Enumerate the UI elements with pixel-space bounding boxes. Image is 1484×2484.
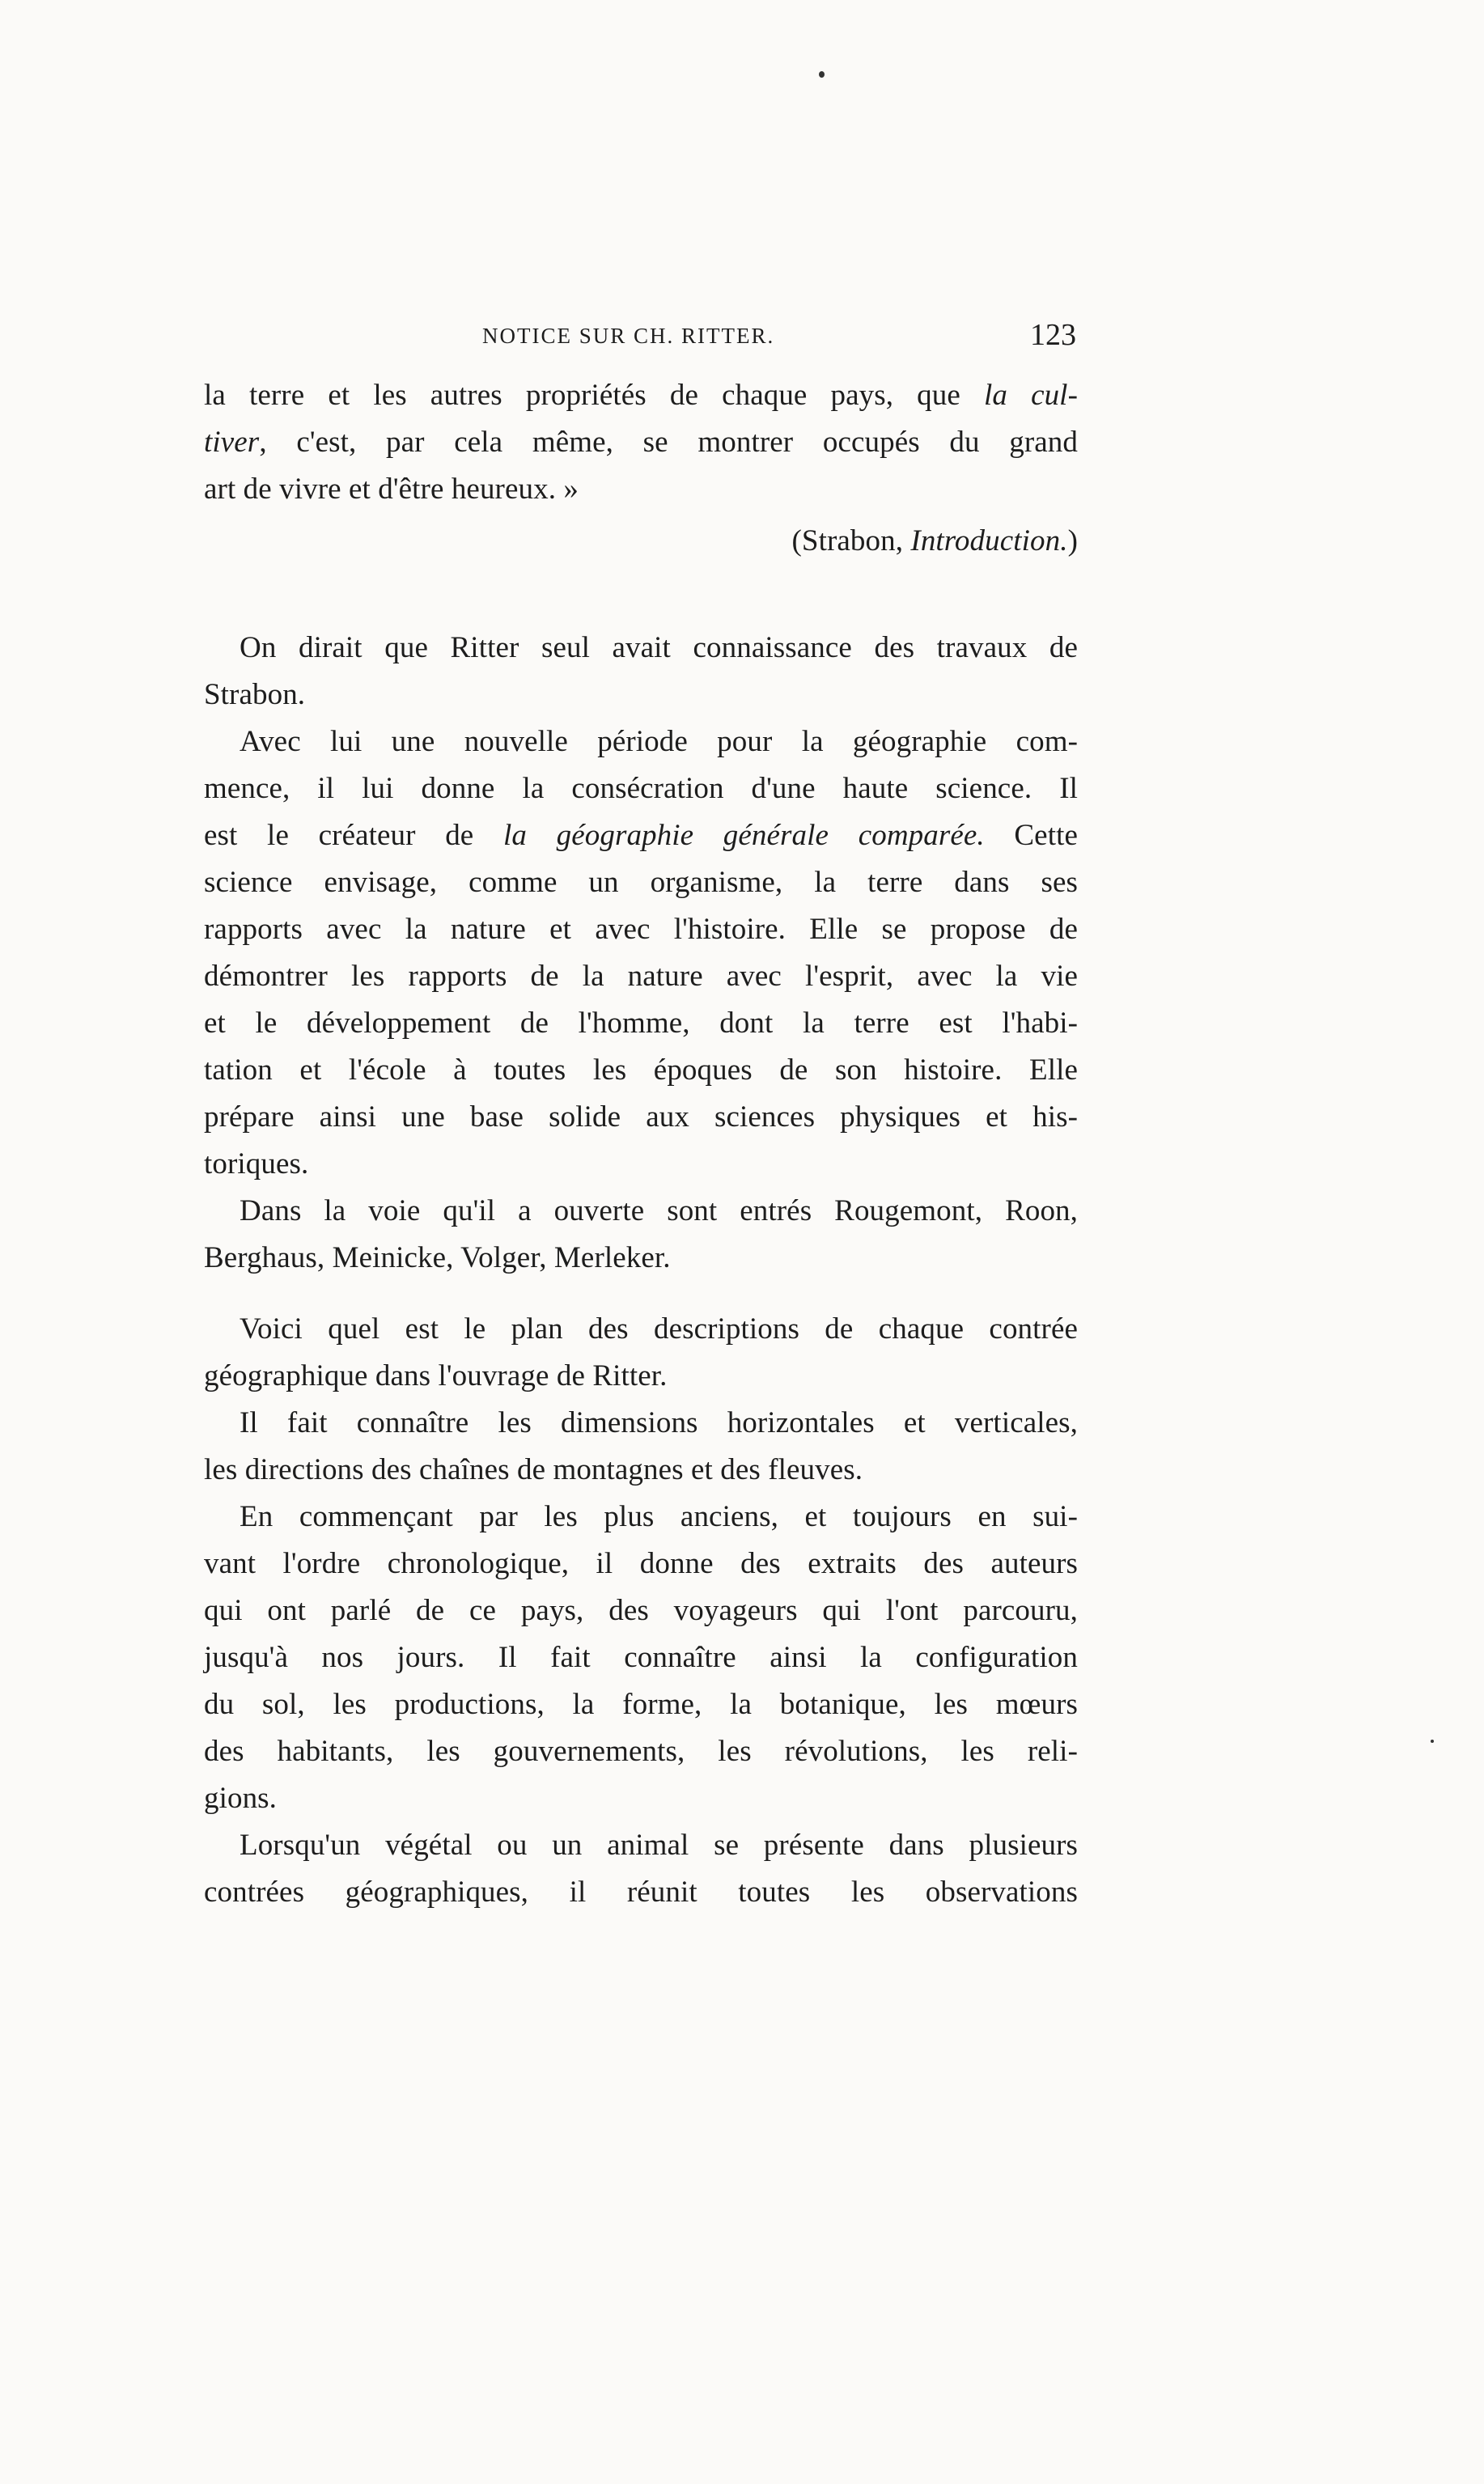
text-line: Avec lui une nouvelle période pour la géographie com- bbox=[240, 725, 1078, 758]
ink-speck bbox=[819, 71, 825, 78]
text-line: géographique dans l'ouvrage de Ritter. bbox=[204, 1359, 668, 1392]
text-line: la terre et les autres propriétés de chaque pays, que la cul- bbox=[204, 379, 1078, 412]
text-line: tiver, c'est, par cela même, se montrer occupés du grand bbox=[204, 426, 1078, 459]
text-line: et le développement de l'homme, dont la terre est l'habi- bbox=[204, 1007, 1078, 1040]
running-title: NOTICE SUR CH. RITTER. bbox=[482, 324, 775, 348]
text-line: du sol, les productions, la forme, la botanique, les mœurs bbox=[204, 1688, 1078, 1721]
text-line: Strabon. bbox=[204, 678, 306, 711]
text-line: rapports avec la nature et avec l'histoire. Elle se propose de bbox=[204, 913, 1078, 946]
text-line: toriques. bbox=[204, 1147, 309, 1181]
text-line: qui ont parlé de ce pays, des voyageurs qui l'ont parcouru, bbox=[204, 1594, 1078, 1627]
text-line: gions. bbox=[204, 1782, 278, 1815]
text-line: les directions des chaînes de montagnes et des fleuves. bbox=[204, 1453, 863, 1486]
running-head bbox=[204, 317, 1078, 359]
text-line: contrées géographiques, il réunit toutes les observations bbox=[204, 1876, 1078, 1909]
text-line: est le créateur de la géographie générale comparée. Cette bbox=[204, 819, 1078, 852]
ink-speck bbox=[1431, 1740, 1434, 1743]
text-line: En commençant par les plus anciens, et toujours en sui- bbox=[240, 1500, 1078, 1533]
text-line: Berghaus, Meinicke, Volger, Merleker. bbox=[204, 1241, 671, 1274]
text-line: Voici quel est le plan des descriptions de chaque contrée bbox=[240, 1312, 1078, 1346]
text-line: Lorsqu'un végétal ou un animal se présente dans plusieurs bbox=[240, 1829, 1078, 1862]
text-line: prépare ainsi une base solide aux sciences physiques et his- bbox=[204, 1100, 1078, 1134]
text-line: démontrer les rapports de la nature avec l'esprit, avec la vie bbox=[204, 960, 1078, 993]
text-line: tation et l'école à toutes les époques de son histoire. Elle bbox=[204, 1053, 1078, 1087]
text-line: art de vivre et d'être heureux. » bbox=[204, 473, 579, 506]
text-line: des habitants, les gouvernements, les révolutions, les reli- bbox=[204, 1735, 1078, 1768]
text-line: vant l'ordre chronologique, il donne des extraits des auteurs bbox=[204, 1547, 1078, 1580]
text-line: Dans la voie qu'il a ouverte sont entrés Rougemont, Roon, bbox=[240, 1194, 1078, 1227]
citation: (Strabon, Introduction.) bbox=[791, 524, 1078, 557]
page-number: 123 bbox=[1030, 318, 1076, 352]
text-line: On dirait que Ritter seul avait connaissance des travaux de bbox=[240, 631, 1078, 664]
text-line: mence, il lui donne la consécration d'une haute science. Il bbox=[204, 772, 1078, 805]
text-line: Il fait connaître les dimensions horizontales et verticales, bbox=[240, 1406, 1078, 1439]
text-line: jusqu'à nos jours. Il fait connaître ainsi la configuration bbox=[204, 1641, 1078, 1674]
text-line: science envisage, comme un organisme, la terre dans ses bbox=[204, 866, 1078, 899]
